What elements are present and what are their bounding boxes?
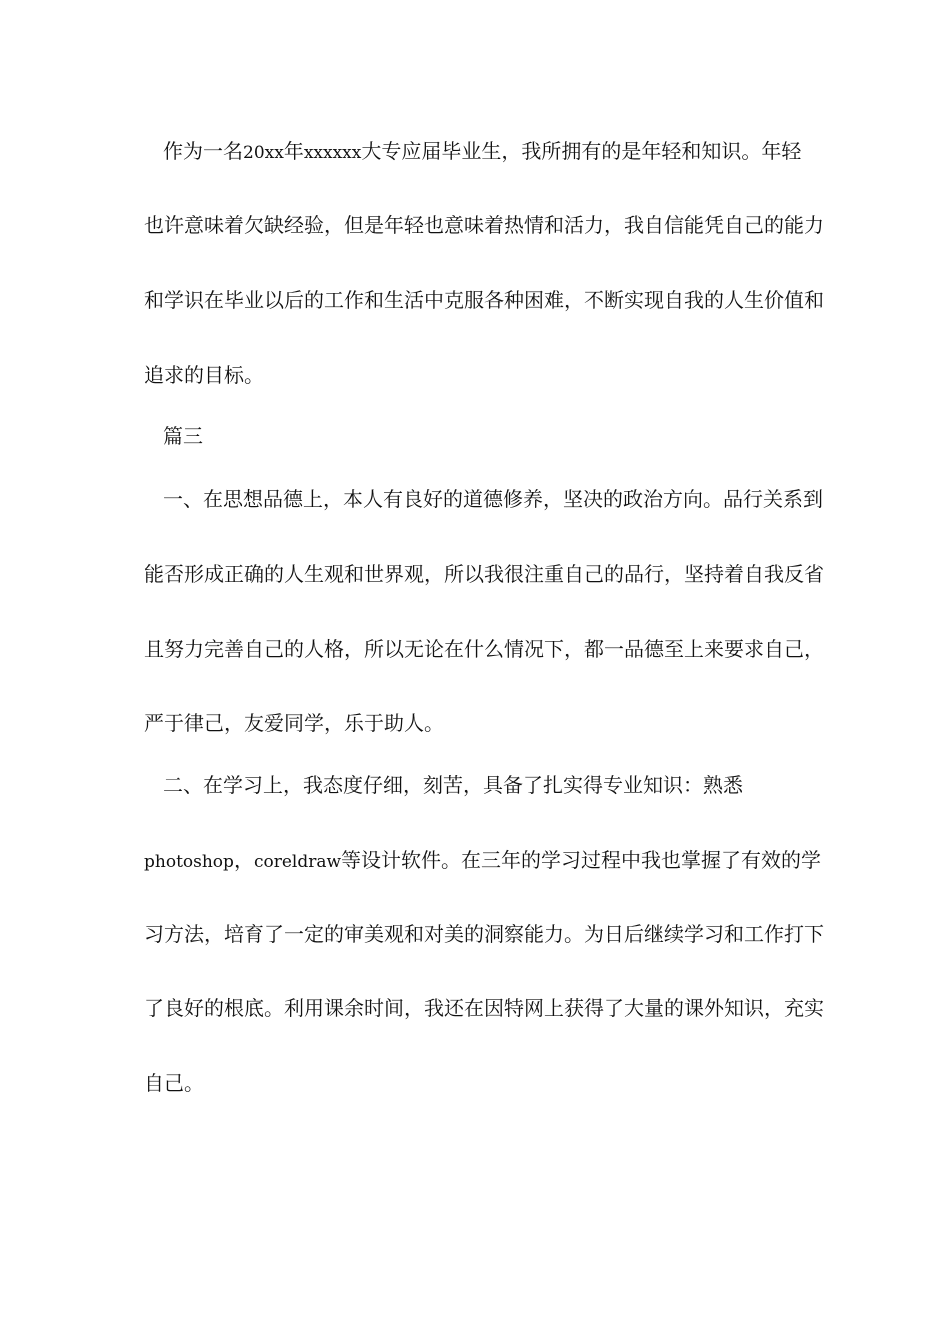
paragraph-line-13: 了良好的根底。利用课余时间，我还在因特网上获得了大量的课外知识，充实 <box>144 996 824 1020</box>
text-segment: xxxxxx <box>303 143 362 163</box>
text-segment: 20xx <box>243 143 284 163</box>
paragraph-line-7: 能否形成正确的人生观和世界观，所以我很注重自己的品行，坚持着自我反省 <box>144 562 824 586</box>
section-heading: 篇三 <box>163 424 203 448</box>
paragraph-line-10: 二、在学习上，我态度仔细，刻苦，具备了扎实得专业知识：熟悉 <box>163 773 743 797</box>
paragraph-line-3: 和学识在毕业以后的工作和生活中克服各种困难，不断实现自我的人生价值和 <box>144 288 824 312</box>
paragraph-line-11 <box>144 848 821 874</box>
text-segment: 年 <box>283 139 304 163</box>
text-segment: 等设计软件。在三年的学习过程中我也掌握了有效的学 <box>341 848 822 872</box>
text-segment: photoshop <box>144 852 234 872</box>
paragraph-line-12: 习方法，培育了一定的审美观和对美的洞察能力。为日后继续学习和工作打下 <box>144 922 824 946</box>
paragraph-line-1 <box>163 139 801 165</box>
paragraph-line-2: 也许意味着欠缺经验，但是年轻也意味着热情和活力，我自信能凭自己的能力 <box>144 213 824 237</box>
paragraph-line-4: 追求的目标。 <box>144 363 264 387</box>
paragraph-line-6: 一、在思想品德上，本人有良好的道德修养，坚决的政治方向。品行关系到 <box>163 487 823 511</box>
text-segment: 作为一名 <box>163 139 243 163</box>
paragraph-line-14: 自己。 <box>144 1071 204 1095</box>
paragraph-line-9: 严于律己，友爱同学，乐于助人。 <box>144 711 444 735</box>
text-segment: 大专应届毕业生，我所拥有的是年轻和知识。年轻 <box>361 139 802 163</box>
paragraph-line-8: 且努力完善自己的人格，所以无论在什么情况下，都一品德至上来要求自己， <box>144 637 824 661</box>
text-segment: ， <box>233 848 254 872</box>
text-segment: coreldraw <box>253 852 342 872</box>
